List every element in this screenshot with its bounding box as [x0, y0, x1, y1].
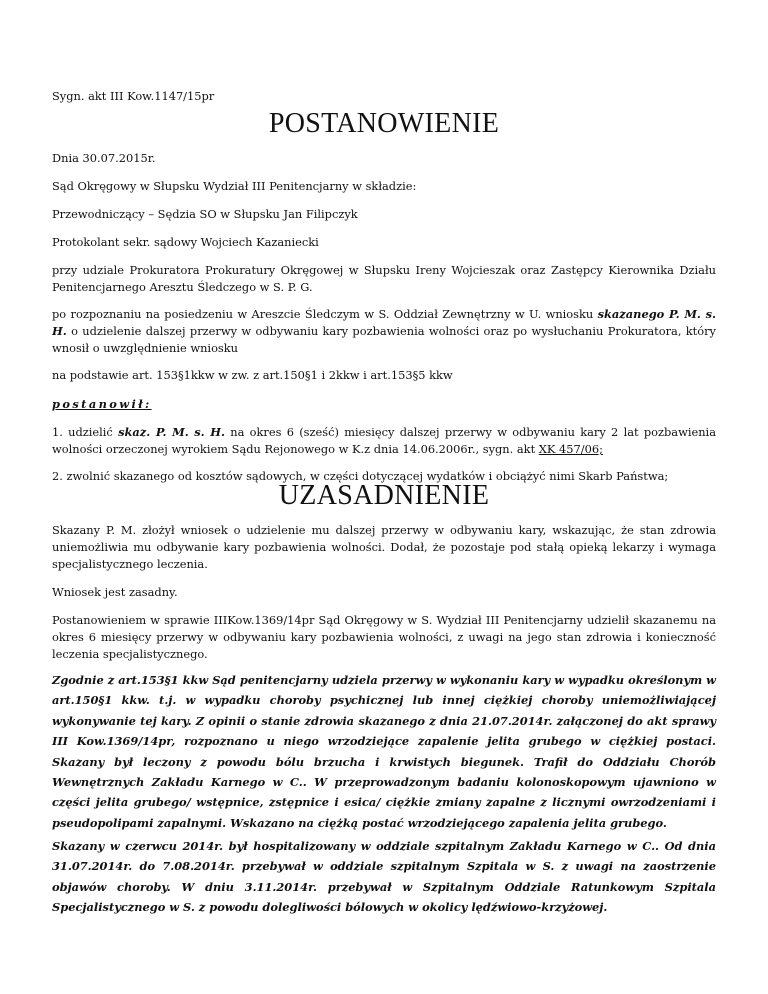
court-composition: Sąd Okręgowy w Słupsku Wydział III Penitencjarny w składzie: [52, 179, 417, 193]
item1-prefix: 1. udzielić [52, 425, 119, 439]
review-paragraph [52, 306, 716, 357]
justification-paragraph-1: Skazany P. M. złożył wniosek o udzielenie mu dalszej przerwy w odbywaniu kary, wskazując, że stan zdrowia uniemożliwia mu odbywanie kary pozbawienia wolności. Dodał, że pozostaje pod stałą opieką lekarzy i wymaga specjalistycznego leczenia. [52, 523, 716, 571]
justification-paragraph-3: Postanowieniem w sprawie IIIKow.1369/14pr Sąd Okręgowy w S. Wydział III Penitencjarny udzielił skazanemu na okres 6 miesięcy przerwy w odbywaniu kary pozbawienia wolności, z uwagi na jego stan zdrowia i konieczność leczenia specjalistycznego. [52, 613, 716, 661]
legal-basis: na podstawie art. 153§1kkw w zw. z art.150§1 i 2kkw i art.153§5 kkw [52, 368, 453, 382]
justification-paragraph-2: Wniosek jest zasadny. [52, 585, 178, 599]
item1-text: na okres 6 (sześć) miesięcy dalszej przerwy w odbywaniu kary 2 lat pozbawienia wolności orzeczonej wyrokiem Sądu Rejonowego w K.z dnia 14.06.2006r., sygn. akt [52, 425, 716, 456]
decides-heading: postanowił: [52, 397, 152, 411]
justification-paragraph-4: Zgodnie z art.153§1 kkw Sąd penitencjarny udziela przerwy w wykonaniu kary w wypadku określonym w art.150§1 kkw. t.j. w wypadku choroby psychicznej lub innej ciężkiej choroby uniemożliwiającej wykonywanie tej kary. Z opinii o stanie zdrowia skazanego z dnia 21.07.2014r. załączonej do akt sprawy III Kow.1369/14pr, rozpoznano u niego wrzodziejące zapalenie jelita grubego w ciężkiej postaci. Skazany był leczony z powodu bólu brzucha i krwistych biegunek. Trafił do Oddziału Chorób Wewnętrznych Zakładu Karnego w C.. W przeprowadzonym badaniu kolonoskopowym ujawniono w części jelita grubego/ wstępnice, zstępnice i esica/ ciężkie zmiany zapalne z licznymi owrzodzeniami i pseudopolipami zapalnymi. Wskazano na ciężką postać wrzodziejącego zapalenia jelita grubego. [52, 673, 716, 830]
decision-item-1 [52, 424, 716, 458]
case-reference: Sygn. akt III Kow.1147/15pr [52, 89, 215, 103]
legal-analysis-block [52, 670, 716, 833]
date-line: Dnia 30.07.2015r. [52, 151, 156, 165]
court-clerk: Protokolant sekr. sądowy Wojciech Kazaniecki [52, 235, 319, 249]
justification-paragraph-5: Skazany w czerwcu 2014r. był hospitalizowany w oddziale szpitalnym Zakładu Karnego w C.. Od dnia 31.07.2014r. do 7.08.2014r. przebywał w oddziale szpitalnym Szpitala w S. z uwagi na zaostrzenie objawów choroby. W dniu 3.11.2014r. przebywał w Szpitalnym Oddziale Ratunkowym Szpitala Specjalistycznego w S. z powodu dolegliwości bólowych w okolicy lędźwiowo-krzyżowej. [52, 839, 716, 915]
hospitalization-block [52, 836, 716, 918]
decision-item-2: 2. zwolnić skazanego od kosztów sądowych, w części dotyczącej wydatków i obciążyć nimi Skarb Państwa; [52, 469, 669, 483]
participants-paragraph: przy udziale Prokuratora Prokuratury Okręgowej w Słupsku Ireny Wojcieszak oraz Zastępcy Kierownika Działu Penitencjarnego Aresztu Śledczego w S. P. G. [52, 263, 716, 294]
item1-case-number: XK 457/06; [538, 442, 603, 456]
item1-convict: skaz. P. M. s. H. [118, 425, 225, 439]
review-text-end: o udzielenie dalszej przerwy w odbywaniu kary pozbawienia wolności oraz po wysłuchaniu Prokuratora, który wnosił o uwzględnienie wniosku [52, 324, 716, 355]
convict-name: skazanego P. M. s. H. [52, 307, 716, 338]
review-text-start: po rozpoznaniu na posiedzeniu w Areszcie Śledczym w S. Oddział Zewnętrzny w U. wniosku [52, 307, 598, 321]
presiding-judge: Przewodniczący – Sędzia SO w Słupsku Jan Filipczyk [52, 207, 358, 221]
justification-title: UZASADNIENIE [278, 480, 490, 511]
document-title: POSTANOWIENIE [268, 108, 500, 139]
